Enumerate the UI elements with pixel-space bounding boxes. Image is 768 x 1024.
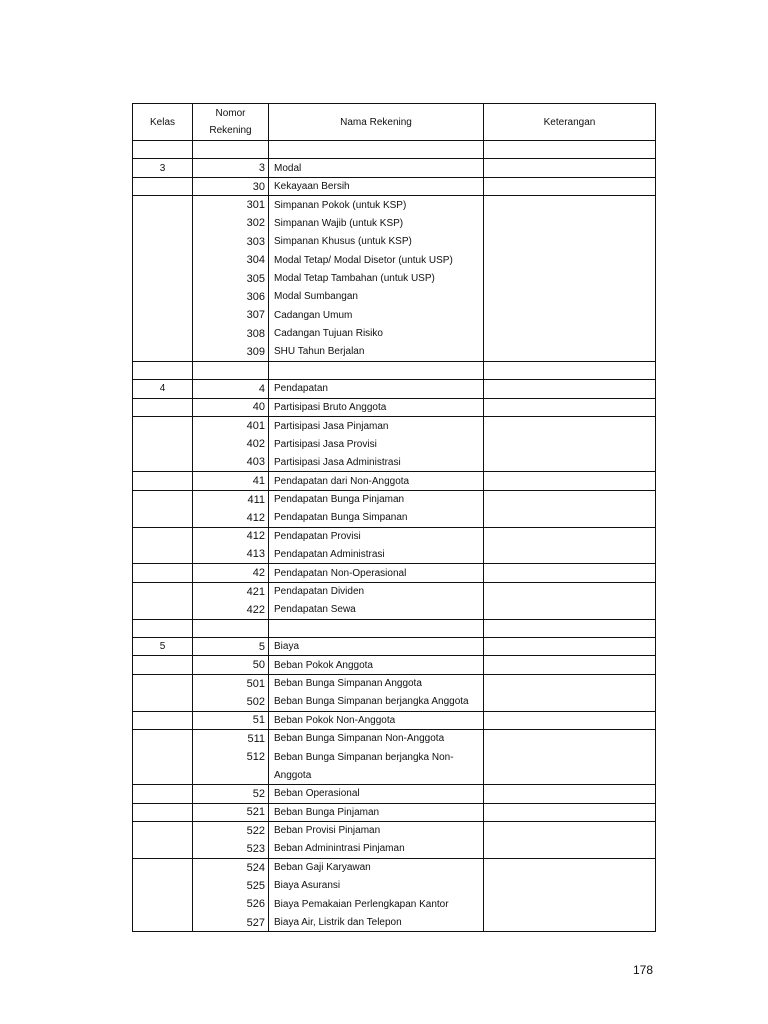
table-row: [133, 545, 656, 563]
cell-kelas: [133, 214, 193, 232]
cell-nomor-rekening: 3: [193, 159, 269, 177]
cell-nomor-rekening: 401: [193, 417, 269, 435]
table-row: [133, 785, 656, 803]
cell-kelas: [133, 840, 193, 858]
cell-nama-rekening: Modal Tetap Tambahan (untuk USP): [269, 269, 484, 287]
cell-nomor-rekening: [193, 141, 269, 159]
cell-keterangan: [484, 877, 656, 895]
cell-nomor-rekening: 502: [193, 693, 269, 711]
cell-keterangan: [484, 177, 656, 195]
cell-kelas: [133, 601, 193, 619]
table-row: [133, 269, 656, 287]
table-row: [133, 619, 656, 637]
cell-keterangan: [484, 840, 656, 858]
table-row: [133, 288, 656, 306]
cell-nomor-rekening: 40: [193, 398, 269, 416]
table-row: [133, 380, 656, 398]
cell-keterangan: [484, 582, 656, 600]
cell-keterangan: [484, 306, 656, 324]
cell-kelas: [133, 417, 193, 435]
header-nomor-rekening-label: Nomor Rekening: [209, 108, 252, 136]
cell-nomor-rekening: 524: [193, 858, 269, 876]
cell-kelas: [133, 564, 193, 582]
cell-nomor-rekening: 301: [193, 196, 269, 214]
cell-nomor-rekening: 512: [193, 748, 269, 766]
cell-nama-rekening: Beban Pokok Anggota: [269, 656, 484, 674]
cell-kelas: [133, 472, 193, 490]
cell-nomor-rekening: 304: [193, 251, 269, 269]
cell-keterangan: [484, 214, 656, 232]
cell-keterangan: [484, 380, 656, 398]
cell-kelas: [133, 748, 193, 766]
table-row: [133, 325, 656, 343]
cell-kelas: 3: [133, 159, 193, 177]
cell-nomor-rekening: 305: [193, 269, 269, 287]
cell-nama-rekening: Pendapatan Dividen: [269, 582, 484, 600]
table-row: [133, 840, 656, 858]
table-row: [133, 730, 656, 748]
cell-kelas: [133, 858, 193, 876]
cell-nama-rekening: Pendapatan Non-Operasional: [269, 564, 484, 582]
table-row: [133, 527, 656, 545]
cell-nama-rekening: Pendapatan dari Non-Anggota: [269, 472, 484, 490]
cell-nomor-rekening: 412: [193, 527, 269, 545]
cell-nomor-rekening: 413: [193, 545, 269, 563]
cell-kelas: [133, 177, 193, 195]
cell-nama-rekening: Simpanan Khusus (untuk KSP): [269, 233, 484, 251]
cell-nomor-rekening: 307: [193, 306, 269, 324]
cell-kelas: [133, 306, 193, 324]
cell-nama-rekening: Biaya Pemakaian Perlengkapan Kantor: [269, 895, 484, 913]
table-row: [133, 674, 656, 692]
cell-nama-rekening: Beban Adminintrasi Pinjaman: [269, 840, 484, 858]
cell-keterangan: [484, 803, 656, 821]
cell-kelas: [133, 251, 193, 269]
cell-keterangan: [484, 656, 656, 674]
cell-nomor-rekening: 4: [193, 380, 269, 398]
cell-nama-rekening: Cadangan Tujuan Risiko: [269, 325, 484, 343]
cell-nomor-rekening: 306: [193, 288, 269, 306]
cell-keterangan: [484, 159, 656, 177]
cell-keterangan: [484, 141, 656, 159]
header-kelas: Kelas: [133, 104, 193, 141]
cell-keterangan: [484, 858, 656, 876]
cell-nama-rekening: Pendapatan Provisi: [269, 527, 484, 545]
cell-nomor-rekening: 308: [193, 325, 269, 343]
cell-keterangan: [484, 269, 656, 287]
cell-nama-rekening: Pendapatan Bunga Pinjaman: [269, 490, 484, 508]
cell-keterangan: [484, 398, 656, 416]
cell-nomor-rekening: 501: [193, 674, 269, 692]
cell-nama-rekening: [269, 361, 484, 379]
cell-nama-rekening: Pendapatan Sewa: [269, 601, 484, 619]
cell-nomor-rekening: 521: [193, 803, 269, 821]
cell-nomor-rekening: 523: [193, 840, 269, 858]
cell-keterangan: [484, 766, 656, 784]
cell-nomor-rekening: 30: [193, 177, 269, 195]
cell-nomor-rekening: 5: [193, 637, 269, 655]
cell-keterangan: [484, 343, 656, 361]
cell-kelas: [133, 785, 193, 803]
cell-keterangan: [484, 545, 656, 563]
cell-nama-rekening: Pendapatan Bunga Simpanan: [269, 509, 484, 527]
cell-nomor-rekening: 41: [193, 472, 269, 490]
cell-keterangan: [484, 361, 656, 379]
cell-nomor-rekening: 50: [193, 656, 269, 674]
cell-nomor-rekening: [193, 619, 269, 637]
cell-nomor-rekening: 403: [193, 453, 269, 471]
cell-nama-rekening: Beban Bunga Pinjaman: [269, 803, 484, 821]
table-row: [133, 251, 656, 269]
cell-nomor-rekening: 303: [193, 233, 269, 251]
cell-keterangan: [484, 527, 656, 545]
cell-nomor-rekening: 42: [193, 564, 269, 582]
cell-nama-rekening: Pendapatan: [269, 380, 484, 398]
cell-keterangan: [484, 730, 656, 748]
cell-nama-rekening: Biaya Asuransi: [269, 877, 484, 895]
cell-nama-rekening: Partisipasi Jasa Pinjaman: [269, 417, 484, 435]
header-row: [133, 104, 656, 141]
cell-kelas: [133, 509, 193, 527]
cell-keterangan: [484, 693, 656, 711]
cell-kelas: [133, 895, 193, 913]
cell-keterangan: [484, 196, 656, 214]
cell-kelas: [133, 269, 193, 287]
cell-keterangan: [484, 325, 656, 343]
cell-keterangan: [484, 435, 656, 453]
cell-kelas: [133, 288, 193, 306]
table-row: [133, 177, 656, 195]
table-row: [133, 822, 656, 840]
cell-nomor-rekening: 527: [193, 914, 269, 932]
cell-kelas: [133, 674, 193, 692]
table-row: [133, 490, 656, 508]
cell-kelas: [133, 233, 193, 251]
cell-keterangan: [484, 453, 656, 471]
cell-keterangan: [484, 233, 656, 251]
table-row: [133, 343, 656, 361]
cell-nomor-rekening: 411: [193, 490, 269, 508]
header-keterangan: Keterangan: [484, 104, 656, 141]
cell-keterangan: [484, 619, 656, 637]
cell-kelas: [133, 453, 193, 471]
cell-nama-rekening: [269, 619, 484, 637]
cell-nomor-rekening: 412: [193, 509, 269, 527]
cell-kelas: [133, 141, 193, 159]
cell-keterangan: [484, 251, 656, 269]
cell-nomor-rekening: 511: [193, 730, 269, 748]
cell-keterangan: [484, 914, 656, 932]
table-row: [133, 361, 656, 379]
table-row: [133, 914, 656, 932]
cell-keterangan: [484, 490, 656, 508]
cell-nama-rekening: Modal Tetap/ Modal Disetor (untuk USP): [269, 251, 484, 269]
cell-nomor-rekening: 52: [193, 785, 269, 803]
cell-nama-rekening: Beban Bunga Simpanan Non-Anggota: [269, 730, 484, 748]
cell-keterangan: [484, 601, 656, 619]
cell-nama-rekening: Beban Bunga Simpanan berjangka Anggota: [269, 693, 484, 711]
cell-nama-rekening: Simpanan Wajib (untuk KSP): [269, 214, 484, 232]
cell-nama-rekening: Cadangan Umum: [269, 306, 484, 324]
cell-keterangan: [484, 509, 656, 527]
cell-keterangan: [484, 564, 656, 582]
cell-kelas: [133, 730, 193, 748]
cell-nama-rekening: Pendapatan Administrasi: [269, 545, 484, 563]
cell-nomor-rekening: 522: [193, 822, 269, 840]
cell-kelas: [133, 343, 193, 361]
cell-kelas: [133, 527, 193, 545]
cell-nomor-rekening: 309: [193, 343, 269, 361]
cell-kelas: [133, 545, 193, 563]
cell-kelas: [133, 435, 193, 453]
cell-nomor-rekening: 422: [193, 601, 269, 619]
cell-kelas: [133, 877, 193, 895]
table-row: [133, 601, 656, 619]
table-header: [133, 104, 656, 141]
cell-kelas: [133, 325, 193, 343]
table-row: [133, 417, 656, 435]
table-row: [133, 509, 656, 527]
cell-kelas: [133, 656, 193, 674]
header-nomor-rekening: [193, 104, 269, 141]
cell-nama-rekening: Biaya Air, Listrik dan Telepon: [269, 914, 484, 932]
table-row: [133, 858, 656, 876]
cell-nama-rekening: Partisipasi Bruto Anggota: [269, 398, 484, 416]
cell-keterangan: [484, 637, 656, 655]
cell-nama-rekening: Beban Gaji Karyawan: [269, 858, 484, 876]
cell-kelas: [133, 398, 193, 416]
table-row: [133, 637, 656, 655]
cell-keterangan: [484, 748, 656, 766]
table-row: [133, 895, 656, 913]
cell-nomor-rekening: 51: [193, 711, 269, 729]
table-row: [133, 582, 656, 600]
page-number: 178: [633, 963, 654, 977]
cell-nomor-rekening: 302: [193, 214, 269, 232]
cell-kelas: [133, 619, 193, 637]
table-row: [133, 748, 656, 766]
cell-nama-rekening: Biaya: [269, 637, 484, 655]
cell-kelas: [133, 914, 193, 932]
table-row: [133, 711, 656, 729]
table-body: [133, 141, 656, 932]
cell-kelas: [133, 822, 193, 840]
chart-of-accounts-table: [132, 103, 656, 932]
cell-kelas: [133, 766, 193, 784]
table-row: [133, 306, 656, 324]
cell-keterangan: [484, 711, 656, 729]
cell-kelas: [133, 803, 193, 821]
cell-nomor-rekening: 421: [193, 582, 269, 600]
table-row: [133, 877, 656, 895]
cell-keterangan: [484, 674, 656, 692]
cell-nama-rekening: Anggota: [269, 766, 484, 784]
cell-nomor-rekening: 526: [193, 895, 269, 913]
cell-kelas: [133, 490, 193, 508]
cell-kelas: [133, 361, 193, 379]
cell-nama-rekening: Partisipasi Jasa Administrasi: [269, 453, 484, 471]
table-row: [133, 453, 656, 471]
cell-nomor-rekening: 525: [193, 877, 269, 895]
cell-nama-rekening: Beban Bunga Simpanan Anggota: [269, 674, 484, 692]
cell-keterangan: [484, 417, 656, 435]
cell-kelas: 4: [133, 380, 193, 398]
cell-nama-rekening: Partisipasi Jasa Provisi: [269, 435, 484, 453]
table-row: [133, 233, 656, 251]
cell-nama-rekening: Beban Operasional: [269, 785, 484, 803]
cell-keterangan: [484, 288, 656, 306]
table-row: [133, 141, 656, 159]
table-row: [133, 435, 656, 453]
cell-kelas: [133, 582, 193, 600]
table-row: [133, 196, 656, 214]
table-row: [133, 398, 656, 416]
header-nama-rekening: Nama Rekening: [269, 104, 484, 141]
cell-nama-rekening: Modal Sumbangan: [269, 288, 484, 306]
table-row: [133, 656, 656, 674]
cell-nama-rekening: Beban Bunga Simpanan berjangka Non-: [269, 748, 484, 766]
table-row: [133, 214, 656, 232]
cell-nama-rekening: SHU Tahun Berjalan: [269, 343, 484, 361]
cell-nama-rekening: Kekayaan Bersih: [269, 177, 484, 195]
cell-keterangan: [484, 785, 656, 803]
cell-keterangan: [484, 895, 656, 913]
cell-kelas: [133, 196, 193, 214]
table-row: [133, 564, 656, 582]
cell-nomor-rekening: 402: [193, 435, 269, 453]
cell-kelas: 5: [133, 637, 193, 655]
cell-keterangan: [484, 472, 656, 490]
cell-nomor-rekening: [193, 766, 269, 784]
table-row: [133, 766, 656, 784]
table-row: [133, 803, 656, 821]
cell-kelas: [133, 693, 193, 711]
cell-kelas: [133, 711, 193, 729]
cell-nama-rekening: [269, 141, 484, 159]
cell-nomor-rekening: [193, 361, 269, 379]
cell-nama-rekening: Beban Pokok Non-Anggota: [269, 711, 484, 729]
cell-nama-rekening: Simpanan Pokok (untuk KSP): [269, 196, 484, 214]
cell-keterangan: [484, 822, 656, 840]
cell-nama-rekening: Modal: [269, 159, 484, 177]
table-row: [133, 472, 656, 490]
cell-nama-rekening: Beban Provisi Pinjaman: [269, 822, 484, 840]
table-row: [133, 693, 656, 711]
table-row: [133, 159, 656, 177]
